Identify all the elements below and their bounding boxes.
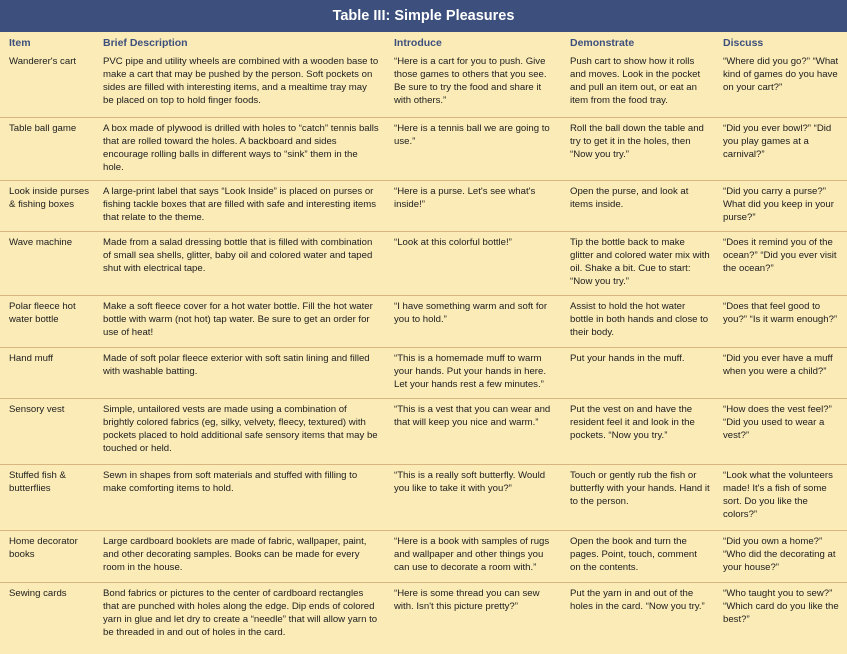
cell-discuss: “Did you carry a purse?” What did you keep in your purse?”: [716, 180, 847, 231]
cell-item: Sensory vest: [0, 398, 101, 464]
cell-description: Large cardboard booklets are made of fabric, wallpaper, paint, and other decorating samples. Books can be made for every room in the house.: [101, 530, 385, 582]
header-discuss: Discuss: [723, 37, 764, 49]
cell-description: Made from a salad dressing bottle that is filled with combination of small sea shells, glitter, baby oil and colored water and taped shut with electrical tape.: [101, 231, 385, 295]
cell-description: Made of soft polar fleece exterior with soft satin lining and filled with washable batting.: [101, 347, 385, 398]
table-row: [0, 295, 847, 347]
cell-demonstrate: Put your hands in the muff.: [562, 347, 716, 398]
cell-introduce: “Here is a purse. Let's see what's inside!”: [385, 180, 562, 231]
cell-demonstrate: Open the book and turn the pages. Point, touch, comment on the contents.: [562, 530, 716, 582]
cell-introduce: “Look at this colorful bottle!”: [385, 231, 562, 295]
cell-demonstrate: Tip the bottle back to make glitter and colored water mix with oil. Shake a bit. Cue to start: “Now you try.”: [562, 231, 716, 295]
cell-demonstrate: Push cart to show how it rolls and moves. Look in the pocket and pull an item out, or eat an item from the food tray.: [562, 51, 716, 117]
cell-description: Sewn in shapes from soft materials and stuffed with filling to make comforting items to hold.: [101, 464, 385, 530]
cell-introduce: “Here is a cart for you to push. Give those games to others that you see. Be sure to try the food and share it with others.”: [385, 51, 562, 117]
cell-introduce: “This is a vest that you can wear and that will keep you nice and warm.”: [385, 398, 562, 464]
header-demonstrate: Demonstrate: [570, 37, 635, 49]
cell-item: Polar fleece hot water bottle: [0, 295, 101, 347]
cell-demonstrate: Roll the ball down the table and try to get it in the holes, then “Now you try.”: [562, 117, 716, 180]
cell-demonstrate: Assist to hold the hot water bottle in both hands and close to their body.: [562, 295, 716, 347]
header-description: Brief Description: [103, 37, 188, 49]
header-introduce: Introduce: [394, 37, 442, 49]
cell-demonstrate: Touch or gently rub the fish or butterfly with your hands. Hand it to the person.: [562, 464, 716, 530]
cell-discuss: “Did you ever bowl?” “Did you play games at a carnival?”: [716, 117, 847, 180]
cell-item: Table ball game: [0, 117, 101, 180]
cell-introduce: “This is a homemade muff to warm your hands. Put your hands in here. Let your hands rest a few minutes.”: [385, 347, 562, 398]
cell-description: PVC pipe and utility wheels are combined with a wooden base to make a cart that may be pushed by the person. Soft pockets on sides are filled with interesting items, and a mealtime tray may be placed on top to hold finger foods.: [101, 51, 385, 117]
cell-item: Wave machine: [0, 231, 101, 295]
cell-discuss: “Where did you go?” “What kind of games do you have on your cart?”: [716, 51, 847, 117]
simple-pleasures-table: [0, 33, 847, 648]
cell-demonstrate: Put the yarn in and out of the holes in the card. “Now you try.”: [570, 587, 705, 612]
cell-introduce: “Here is a book with samples of rugs and wallpaper and other things you can use to decorate a room with.”: [385, 530, 562, 582]
cell-discuss: “How does the vest feel?” “Did you used to wear a vest?”: [716, 398, 847, 464]
cell-discuss: “Does it remind you of the ocean?” “Did you ever visit the ocean?”: [716, 231, 847, 295]
header-item: Item: [9, 37, 31, 49]
cell-description: Bond fabrics or pictures to the center of cardboard rectangles that are punched with holes along the edge. Dip ends of colored yarn in glue and let dry to create a “needle” that will allow yarn to be threaded in and out of holes in the card.: [103, 587, 378, 638]
table-row: [0, 117, 847, 180]
cell-item: Home decorator books: [0, 530, 101, 582]
cell-item: Sewing cards: [9, 587, 67, 599]
cell-description: Simple, untailored vests are made using a combination of brightly colored fabrics (eg, silky, velvety, fleecy, textured) with pockets placed to hold additional safe sensory items that may be touched or held.: [101, 398, 385, 464]
header-row: [0, 33, 847, 51]
table-row: [0, 398, 847, 464]
cell-discuss: “Did you own a home?” “Who did the decorating at your house?”: [716, 530, 847, 582]
cell-description: A box made of plywood is drilled with holes to “catch” tennis balls that are rolled toward the holes. A backboard and sides encourage rolling balls in different ways to “sink” them in the hole.: [101, 117, 385, 180]
cell-demonstrate: Put the vest on and have the resident feel it and look in the pockets. “Now you try.”: [562, 398, 716, 464]
cell-discuss: “Look what the volunteers made! It's a fish of some sort. Do you like the colors?”: [716, 464, 847, 530]
cell-item: Wanderer's cart: [0, 51, 101, 117]
cell-discuss: “Did you ever have a muff when you were a child?”: [716, 347, 847, 398]
table-row: [0, 530, 847, 582]
table-row: [0, 347, 847, 398]
cell-introduce: “This is a really soft butterfly. Would you like to take it with you?”: [385, 464, 562, 530]
table-row: [0, 51, 847, 117]
cell-item: Look inside purses & fishing boxes: [0, 180, 101, 231]
table-row: [0, 582, 847, 648]
table-row: [0, 180, 847, 231]
cell-item: Stuffed fish & butterflies: [0, 464, 101, 530]
cell-description: A large-print label that says “Look Inside” is placed on purses or fishing tackle boxes that are filled with safe and interesting items that relate to the theme.: [101, 180, 385, 231]
table-title: Table III: Simple Pleasures: [0, 0, 847, 32]
cell-introduce: “Here is a tennis ball we are going to use.”: [385, 117, 562, 180]
cell-item: Hand muff: [0, 347, 101, 398]
cell-description: Make a soft fleece cover for a hot water bottle. Fill the hot water bottle with warm (not hot) tap water. Be sure to get an order for use of heat!: [101, 295, 385, 347]
cell-introduce: “Here is some thread you can sew with. Isn't this picture pretty?”: [394, 587, 540, 612]
simple-pleasures-table-container: [0, 33, 847, 654]
cell-demonstrate: Open the purse, and look at items inside.: [562, 180, 716, 231]
cell-discuss: “Who taught you to sew?” “Which card do you like the best?”: [723, 587, 839, 625]
cell-introduce: “I have something warm and soft for you to hold.”: [385, 295, 562, 347]
table-row: [0, 231, 847, 295]
table-row: [0, 464, 847, 530]
cell-discuss: “Does that feel good to you?” “Is it warm enough?”: [716, 295, 847, 347]
